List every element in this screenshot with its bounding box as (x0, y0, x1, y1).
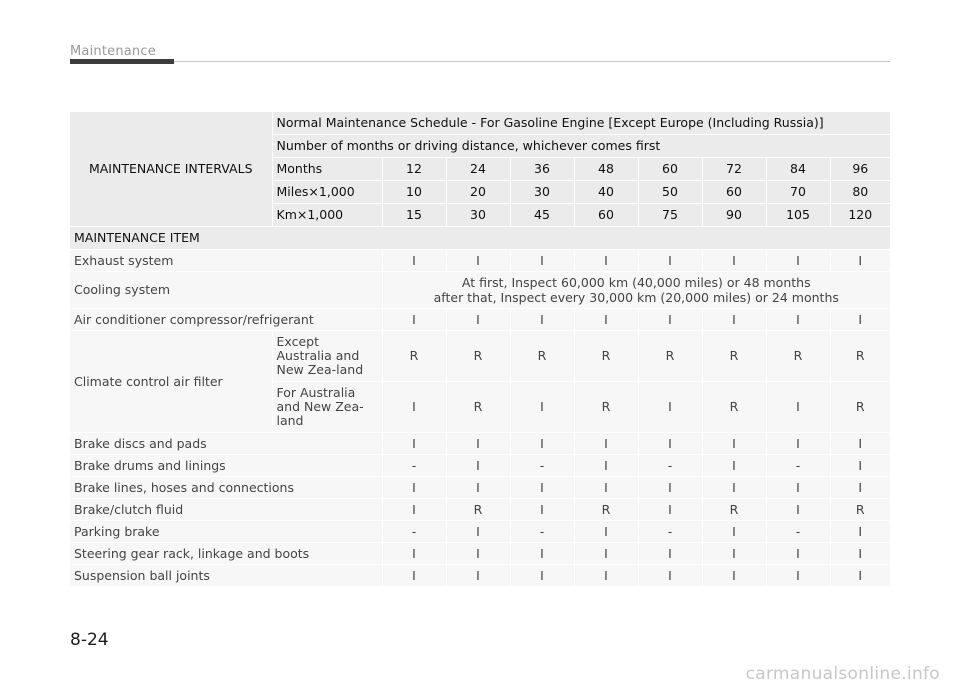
interval-value: 60 (702, 181, 766, 204)
item-name: Climate control air filter (70, 331, 272, 433)
interval-unit: Km×1,000 (272, 204, 382, 227)
check-cell: R (702, 331, 766, 382)
check-cell: I (830, 477, 890, 499)
check-cell: I (702, 250, 766, 272)
check-cell: I (702, 455, 766, 477)
cooling-note (382, 272, 890, 309)
check-cell: I (702, 565, 766, 587)
check-cell: I (766, 565, 830, 587)
interval-value: 60 (574, 204, 638, 227)
interval-unit: Miles×1,000 (272, 181, 382, 204)
table-row (70, 331, 890, 382)
check-cell: I (574, 309, 638, 331)
check-cell: I (574, 455, 638, 477)
check-cell: I (382, 250, 446, 272)
check-cell: I (766, 433, 830, 455)
maintenance-item-heading: MAINTENANCE ITEM (70, 227, 890, 250)
check-cell: I (638, 565, 702, 587)
check-cell: - (638, 521, 702, 543)
item-name: Exhaust system (70, 250, 382, 272)
check-cell: I (702, 477, 766, 499)
check-cell: - (766, 455, 830, 477)
interval-value: 90 (702, 204, 766, 227)
interval-value: 75 (638, 204, 702, 227)
check-cell: I (382, 499, 446, 521)
check-cell: I (574, 477, 638, 499)
watermark: carmanualsonline.info (745, 664, 940, 684)
check-cell: - (510, 521, 574, 543)
item-name: Steering gear rack, linkage and boots (70, 543, 382, 565)
table-row (70, 309, 890, 331)
header-row-title (70, 112, 890, 135)
interval-value: 24 (446, 158, 510, 181)
check-cell: I (766, 250, 830, 272)
check-cell: I (510, 565, 574, 587)
check-cell: I (638, 250, 702, 272)
check-cell: I (574, 250, 638, 272)
check-cell: R (638, 331, 702, 382)
item-name: Suspension ball joints (70, 565, 382, 587)
check-cell: I (638, 433, 702, 455)
check-cell: I (830, 309, 890, 331)
check-cell: I (382, 433, 446, 455)
item-name: Brake lines, hoses and connections (70, 477, 382, 499)
page-number: 8-24 (70, 630, 109, 650)
table-row (70, 272, 890, 309)
item-name: Brake discs and pads (70, 433, 382, 455)
check-cell: I (702, 543, 766, 565)
interval-value: 30 (510, 181, 574, 204)
check-cell: I (382, 477, 446, 499)
check-cell: I (830, 521, 890, 543)
interval-value: 120 (830, 204, 890, 227)
table-row (70, 565, 890, 587)
interval-value: 40 (574, 181, 638, 204)
check-cell: R (830, 382, 890, 433)
check-cell: - (510, 455, 574, 477)
check-cell: I (446, 565, 510, 587)
interval-value: 45 (510, 204, 574, 227)
interval-value: 12 (382, 158, 446, 181)
table-row (70, 499, 890, 521)
check-cell: I (830, 543, 890, 565)
check-cell: I (446, 250, 510, 272)
check-cell: I (446, 521, 510, 543)
check-cell: I (766, 309, 830, 331)
check-cell: R (574, 382, 638, 433)
item-name: Air conditioner compressor/refrigerant (70, 309, 382, 331)
item-name: Brake/clutch fluid (70, 499, 382, 521)
check-cell: I (638, 543, 702, 565)
interval-unit: Months (272, 158, 382, 181)
check-cell: I (702, 309, 766, 331)
check-cell: I (510, 499, 574, 521)
check-cell: - (382, 521, 446, 543)
check-cell: I (510, 309, 574, 331)
check-cell: I (510, 543, 574, 565)
check-cell: I (638, 477, 702, 499)
cooling-note-line: At first, Inspect 60,000 km (40,000 miles) or 48 months (461, 275, 811, 290)
table-row (70, 543, 890, 565)
check-cell: I (382, 309, 446, 331)
check-cell: I (766, 477, 830, 499)
item-name: Cooling system (70, 272, 382, 309)
check-cell: I (702, 521, 766, 543)
check-cell: I (446, 433, 510, 455)
check-cell: I (766, 543, 830, 565)
check-cell: I (574, 433, 638, 455)
schedule-subtitle: Number of months or driving distance, whichever comes first (272, 135, 890, 158)
interval-value: 20 (446, 181, 510, 204)
check-cell: I (574, 543, 638, 565)
check-cell: R (702, 499, 766, 521)
check-cell: I (510, 433, 574, 455)
check-cell: I (382, 565, 446, 587)
check-cell: I (382, 382, 446, 433)
check-cell: I (638, 382, 702, 433)
interval-value: 48 (574, 158, 638, 181)
check-cell: I (446, 477, 510, 499)
item-sub-label: For Australia and New Zea-land (272, 382, 382, 433)
check-cell: R (574, 499, 638, 521)
check-cell: I (830, 250, 890, 272)
check-cell: R (446, 382, 510, 433)
interval-value: 60 (638, 158, 702, 181)
check-cell: R (830, 331, 890, 382)
interval-value: 72 (702, 158, 766, 181)
check-cell: I (638, 499, 702, 521)
check-cell: I (446, 309, 510, 331)
table-row (70, 433, 890, 455)
table-row (70, 455, 890, 477)
check-cell: I (446, 543, 510, 565)
check-cell: I (702, 433, 766, 455)
check-cell: - (638, 455, 702, 477)
interval-value: 10 (382, 181, 446, 204)
check-cell: I (830, 565, 890, 587)
table-row (70, 250, 890, 272)
check-cell: R (446, 331, 510, 382)
item-name: Parking brake (70, 521, 382, 543)
item-name: Brake drums and linings (70, 455, 382, 477)
item-sub-label: Except Australia and New Zea-land (272, 331, 382, 382)
check-cell: I (574, 565, 638, 587)
check-cell: I (382, 543, 446, 565)
interval-value: 15 (382, 204, 446, 227)
maintenance-schedule-table (70, 112, 890, 587)
interval-value: 70 (766, 181, 830, 204)
interval-value: 105 (766, 204, 830, 227)
maintenance-intervals-label: MAINTENANCE INTERVALS (70, 112, 272, 227)
check-cell: I (830, 433, 890, 455)
check-cell: I (766, 499, 830, 521)
table-row (70, 521, 890, 543)
check-cell: I (574, 521, 638, 543)
interval-value: 36 (510, 158, 574, 181)
interval-value: 84 (766, 158, 830, 181)
check-cell: I (830, 455, 890, 477)
check-cell: I (638, 309, 702, 331)
maintenance-item-header-row (70, 227, 890, 250)
table-row (70, 477, 890, 499)
interval-value: 30 (446, 204, 510, 227)
header-divider (174, 61, 890, 62)
cooling-note-line: after that, Inspect every 30,000 km (20,000 miles) or 24 months (433, 290, 839, 305)
schedule-title: Normal Maintenance Schedule - For Gasoline Engine [Except Europe (Including Russia)] (272, 112, 890, 135)
check-cell: I (446, 455, 510, 477)
check-cell: - (766, 521, 830, 543)
check-cell: R (830, 499, 890, 521)
check-cell: R (510, 331, 574, 382)
check-cell: I (510, 477, 574, 499)
check-cell: R (574, 331, 638, 382)
header-accent-bar (70, 59, 174, 64)
check-cell: R (446, 499, 510, 521)
check-cell: R (382, 331, 446, 382)
check-cell: - (382, 455, 446, 477)
check-cell: I (510, 382, 574, 433)
check-cell: I (510, 250, 574, 272)
section-title: Maintenance (70, 44, 156, 59)
check-cell: R (702, 382, 766, 433)
interval-value: 50 (638, 181, 702, 204)
check-cell: R (766, 331, 830, 382)
check-cell: I (766, 382, 830, 433)
interval-value: 96 (830, 158, 890, 181)
interval-value: 80 (830, 181, 890, 204)
